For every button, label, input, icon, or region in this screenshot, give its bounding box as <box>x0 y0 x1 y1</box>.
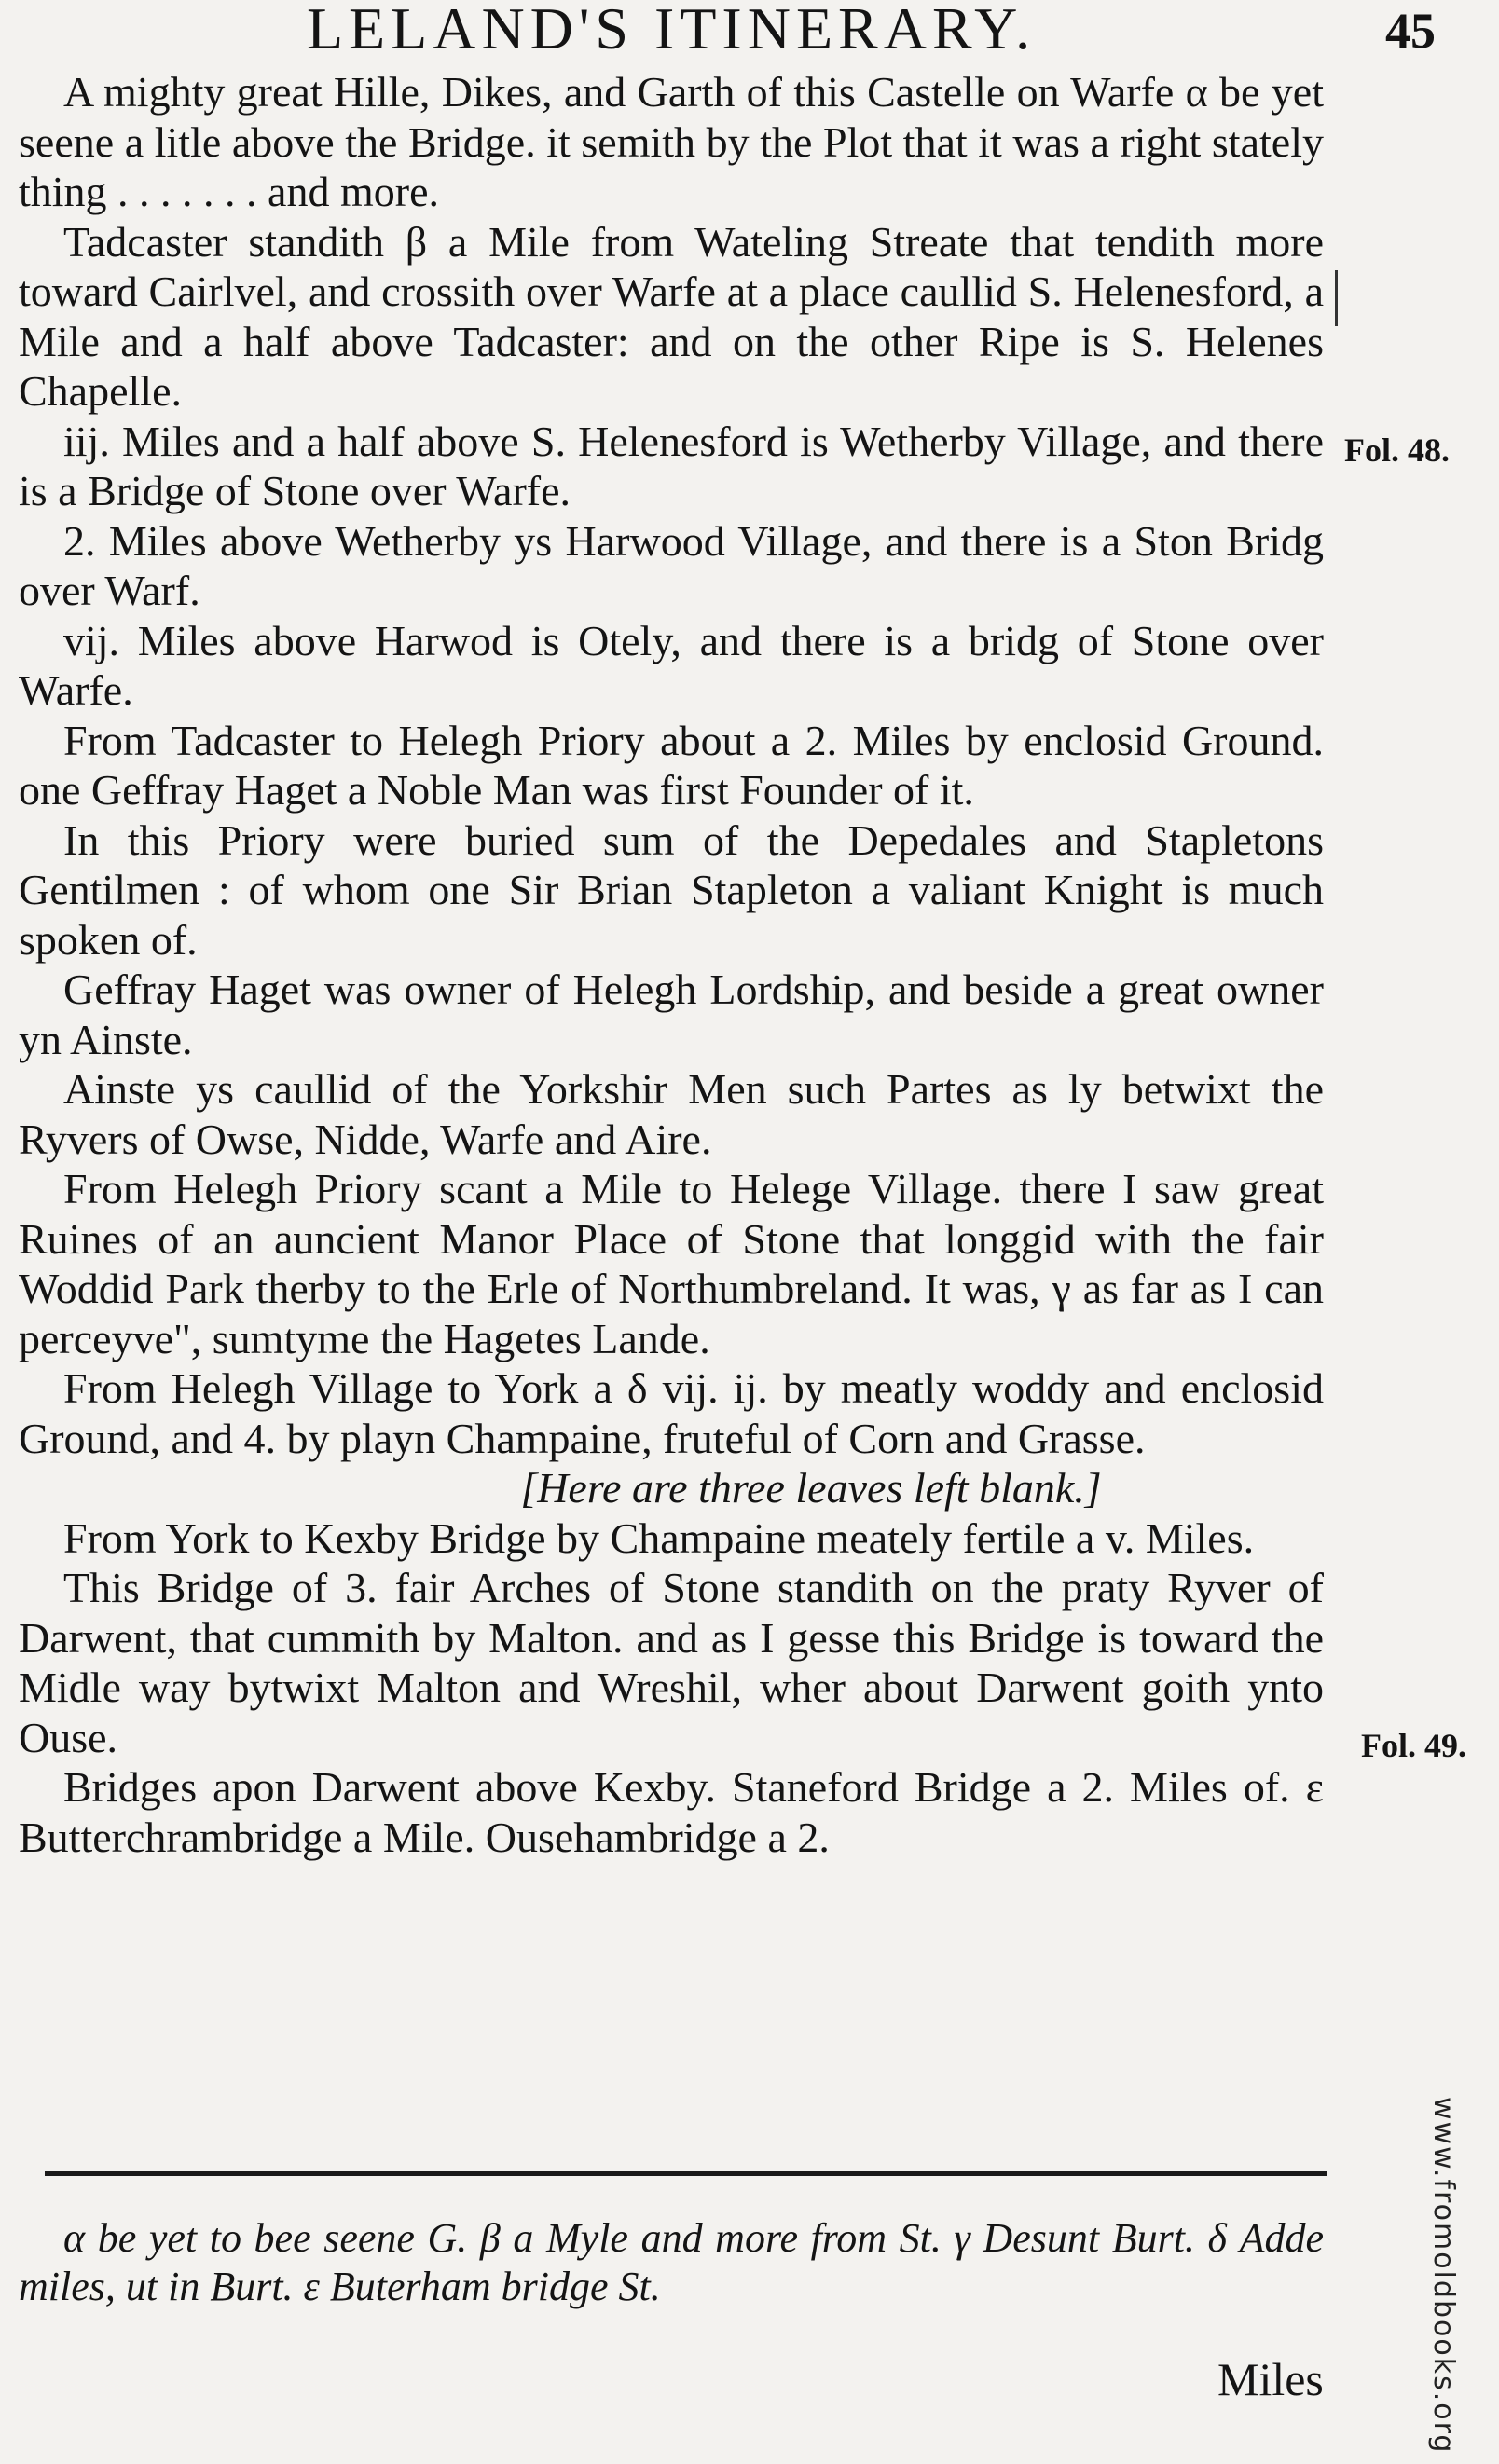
margin-note-fol-49: Fol. 49. <box>1361 1727 1466 1764</box>
paragraph: Geffray Haget was owner of Helegh Lordship, and beside a great owner yn Ainste. <box>19 965 1324 1063</box>
paragraph: Bridges apon Darwent above Kexby. Staneford Bridge a 2. Miles of. ε Butterchrambridge a Mile. Ousehambridge a 2. <box>19 1763 1324 1861</box>
editorial-note: [Here are three leaves left blank.] <box>520 1464 1102 1512</box>
paragraph: Ainste ys caullid of the Yorkshir Men such Partes as ly betwixt the Ryvers of Owse, Nidde, Warfe and Aire. <box>19 1065 1324 1163</box>
paragraph: From Tadcaster to Helegh Priory about a 2. Miles by enclosid Ground. one Geffray Haget a Noble Man was first Founder of it. <box>19 716 1324 814</box>
paragraph: From Helegh Priory scant a Mile to Helege Village. there I saw great Ruines of an auncient Manor Place of Stone that longgid with the fair Woddid Park therby to the Erle of Northumbreland. It was, γ as far as I can perceyve", sumtyme the Hagetes Lande. <box>19 1165 1324 1362</box>
catchword: Miles <box>1217 2353 1324 2405</box>
footnotes <box>19 2214 1324 2311</box>
margin-mark <box>1335 270 1338 326</box>
watermark: www.fromoldbooks.org <box>1427 2097 1460 2455</box>
footnote-text: α be yet to bee seene G. β a Myle and more from St. γ Desunt Burt. δ Adde miles, ut in Burt. ε Buterham bridge St. <box>19 2215 1324 2309</box>
paragraph: Tadcaster standith β a Mile from Wateling Streate that tendith more toward Cairlvel, and crossith over Warfe at a place caullid S. Helenesford, a Mile and a half above Tadcaster: and on the other Ripe is S. Helenes Chapelle. <box>19 217 1324 415</box>
paragraph: vij. Miles above Harwod is Otely, and there is a bridg of Stone over Warfe. <box>19 616 1324 714</box>
paragraph: iij. Miles and a half above S. Helenesford is Wetherby Village, and there is a Bridge of Stone over Warfe. <box>19 417 1324 514</box>
paragraph: In this Priory were buried sum of the Depedales and Stapletons Gentilmen : of whom one Sir Brian Stapleton a valiant Knight is much spoken of. <box>19 815 1324 964</box>
paragraph: A mighty great Hille, Dikes, and Garth of this Castelle on Warfe α be yet seene a litle above the Bridge. it semith by the Plot that it was a right stately thing . . . . . . . and more. <box>19 68 1324 215</box>
main-text <box>19 67 1324 1862</box>
footnote-rule <box>45 2171 1327 2176</box>
running-head: LELAND'S ITINERARY. <box>306 0 1037 62</box>
paragraph: From Helegh Village to York a δ vij. ij. by meatly woddy and enclosid Ground, and 4. by playn Champaine, fruteful of Corn and Grasse. <box>19 1364 1324 1462</box>
page-number: 45 <box>1385 3 1436 59</box>
paragraph: 2. Miles above Wetherby ys Harwood Village, and there is a Ston Bridg over Warf. <box>19 516 1324 614</box>
paragraph: This Bridge of 3. fair Arches of Stone standith on the praty Ryver of Darwent, that cummith by Malton. and as I gesse this Bridge is toward the Midle way bytwixt Malton and Wreshil, wher about Darwent goith ynto Ouse. <box>19 1564 1324 1761</box>
margin-note-fol-48: Fol. 48. <box>1344 431 1450 469</box>
paragraph: From York to Kexby Bridge by Champaine meately fertile a v. Miles. <box>63 1513 1255 1562</box>
